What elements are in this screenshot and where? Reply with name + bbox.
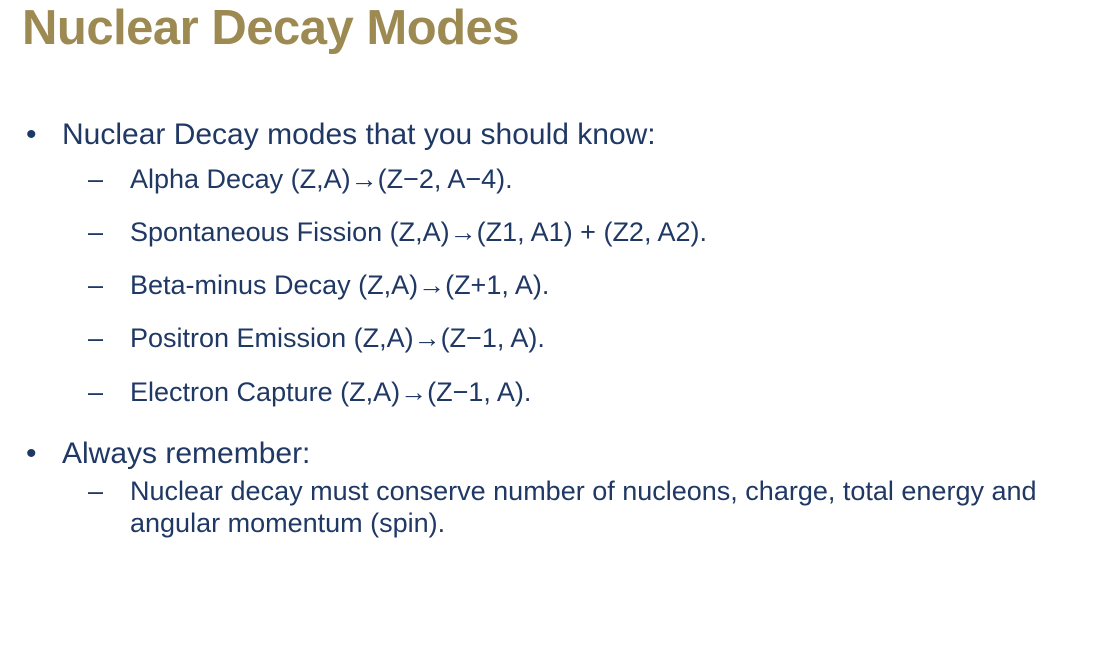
dash-glyph-icon: – xyxy=(88,376,104,407)
bullet-text: Spontaneous Fission (Z,A)→(Z1, A1) + (Z2, A2). xyxy=(130,216,707,247)
bullet-item-level2 xyxy=(0,323,1118,353)
dash-glyph-icon: – xyxy=(88,163,104,194)
bullet-text: Always remember: xyxy=(62,436,311,470)
bullet-item-level1 xyxy=(0,437,1118,471)
bullet-item-level1 xyxy=(0,118,1118,152)
bullet-text: Nuclear decay must conserve number of nucleons, charge, total energy and angular momentum (spin). xyxy=(130,476,1037,539)
dash-glyph-icon: – xyxy=(88,270,104,301)
dash-glyph-icon: – xyxy=(88,216,104,247)
bullet-text: Beta-minus Decay (Z,A)→(Z+1, A). xyxy=(130,270,550,301)
bullet-glyph-icon: • xyxy=(26,436,37,470)
dash-glyph-icon: – xyxy=(88,323,104,354)
slide-body xyxy=(0,118,1118,563)
bullet-item-level2 xyxy=(0,270,1118,300)
dash-glyph-icon: – xyxy=(88,476,104,507)
bullet-glyph-icon: • xyxy=(26,118,37,151)
bullet-item-level2 xyxy=(0,164,1118,194)
bullet-item-level2 xyxy=(0,217,1118,247)
bullet-text: Nuclear Decay modes that you should know: xyxy=(62,118,656,151)
bullet-text: Positron Emission (Z,A)→(Z−1, A). xyxy=(130,323,545,354)
bullet-item-level2 xyxy=(0,377,1118,407)
bullet-text: Electron Capture (Z,A)→(Z−1, A). xyxy=(130,376,532,407)
bullet-text: Alpha Decay (Z,A)→(Z−2, A−4). xyxy=(130,163,513,194)
bullet-item-level2 xyxy=(0,476,1118,540)
page-title: Nuclear Decay Modes xyxy=(22,1,520,55)
